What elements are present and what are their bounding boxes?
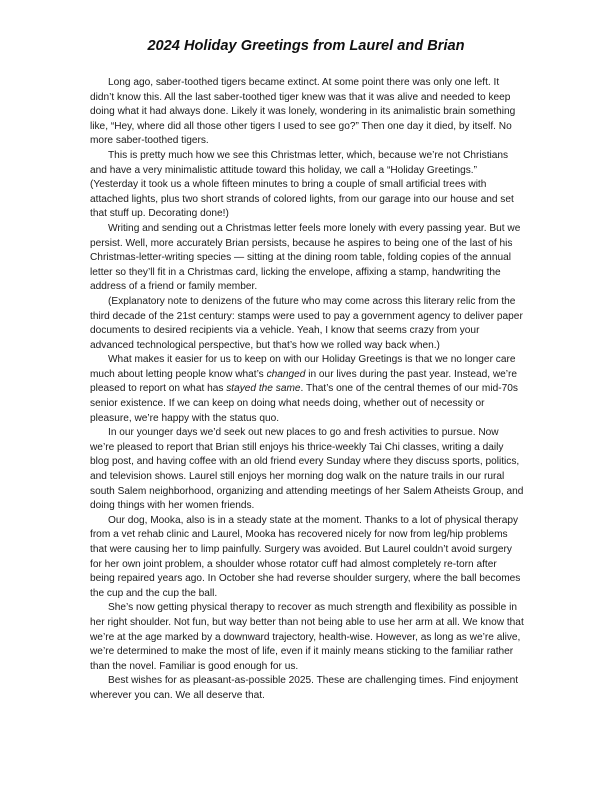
page-title: 2024 Holiday Greetings from Laurel and Brian xyxy=(147,38,465,54)
emphasis-changed: changed xyxy=(266,368,306,380)
letter-body xyxy=(90,76,524,704)
paragraph-best-wishes: Best wishes for as pleasant-as-possible 2025. These are challenging times. Find enjoyment wherever you can. We all deserve that. xyxy=(90,675,519,701)
paragraph-explanatory-note: (Explanatory note to denizens of the future who may come across this literary relic from the third decade of the 21st century: stamps were used to pay a government agency to deliver paper documents to desired recipients via a vehicle. Yeah, I know that seems crazy from your advanced technological perspective, but that’s how we rolled way back when.) xyxy=(90,295,523,351)
paragraph-mooka: Our dog, Mooka, also is in a steady state at the moment. Thanks to a lot of physical therapy from a vet rehab clinic and Laurel, Mooka has recovered nicely for now from leg/hip problems that were causing her to limp painfully. Surgery was avoided. But Laurel couldn’t avoid surgery for her own joint problem, a shoulder whose rotator cuff had almost completely re-torn after being repaired years ago. In October she had reverse shoulder surgery, where the ball becomes the cup and the cup the ball. xyxy=(90,514,521,599)
paragraph-holiday-greetings: This is pretty much how we see this Christmas letter, which, because we’re not Christians and have a very minimalistic attitude toward this holiday, we call a “Holiday Greetings.” (Yesterday it took us a whole fifteen minutes to bring a couple of small artificial trees with attached lights, plus two short strands of colored lights, from our garage into our house and set that stuff up. Decorating done!) xyxy=(90,149,514,220)
paragraph-stayed-the-same xyxy=(90,353,524,426)
paragraph-text: . That’s one of the central themes of our mid-70s senior existence. If we can keep on doing what needs doing, whether out of necessity or pleasure, we’re happy with the status quo. xyxy=(90,383,518,424)
paragraph-text: What makes it easier for us to keep on with our Holiday Greetings is that we no longer care much about letting people know what’s xyxy=(90,354,516,380)
paragraph-christmas-letter: Writing and sending out a Christmas letter feels more lonely with every passing year. But we persist. Well, more accurately Brian persists, because he aspires to being one of the last of his Christmas-letter-writing species — sitting at the dining room table, folding copies of the annual letter so they’ll fit in a Christmas card, licking the envelope, affixing a stamp, handwriting the address of a friend or family member. xyxy=(90,222,521,293)
paragraph-text: in our lives during the past year. Instead, we’re pleased to report on what has xyxy=(90,368,518,395)
emphasis-stayed-the-same: stayed the same xyxy=(226,383,301,395)
paragraph-activities: In our younger days we’d seek out new places to go and fresh activities to pursue. Now we’re pleased to report that Brian still enjoys his thrice-weekly Tai Chi classes, writing a daily blog post, and having coffee with an old friend every Sunday where they discuss sports, politics, and television shows. Laurel still enjoys her morning dog walk on the nature trails in our rural south Salem neighborhood, organizing and attending meetings of her Salem Atheists Group, and doing things with her women friends. xyxy=(90,427,524,512)
paragraph-physical-therapy: She’s now getting physical therapy to recover as much strength and flexibility as possible in her right shoulder. Not fun, but way better than not being able to use her arm at all. We know that we’re at the age marked by a downward trajectory, health-wise. However, as long as we’re alive, we’re determined to make the most of life, even if it mainly means sticking to the familiar rather than the novel. Familiar is good enough for us. xyxy=(90,602,524,672)
paragraph-saber-tooth: Long ago, saber-toothed tigers became extinct. At some point there was only one left. It didn’t know this. All the last saber-toothed tiger knew was that it was alive and needed to keep doing what it had always done. Likely it was lonely, wondering in its animalistic brain something like, “Hey, where did all those other tigers I used to see go?” Then one day it died, by itself. No more saber-toothed tigers. xyxy=(90,77,516,147)
